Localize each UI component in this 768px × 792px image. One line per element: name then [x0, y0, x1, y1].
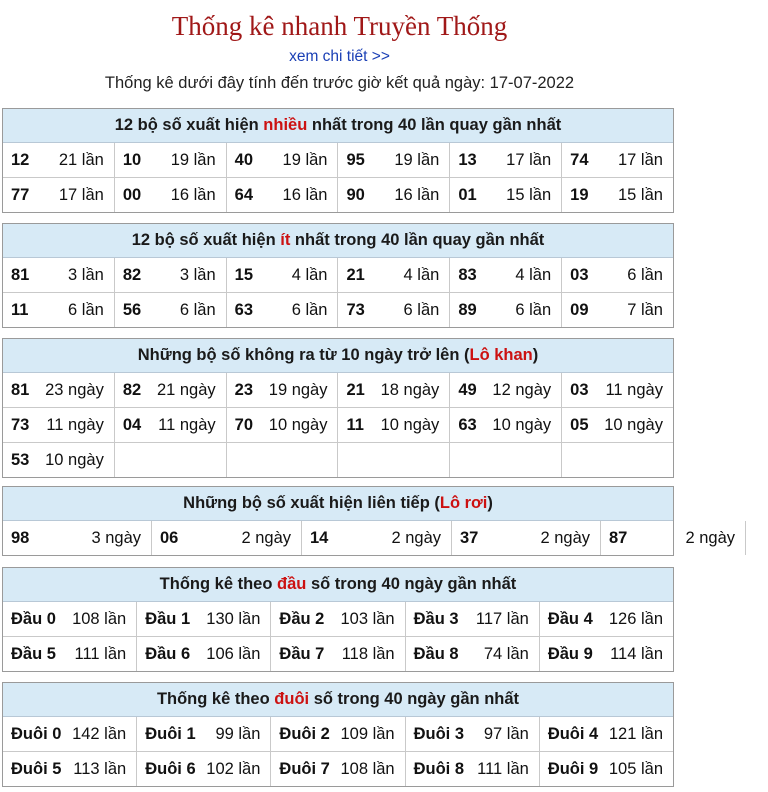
stat-cell	[405, 752, 539, 786]
number-label: Đầu 9	[547, 644, 593, 663]
count-value: 17 lần	[58, 185, 104, 204]
number-label: Đuôi 3	[413, 724, 465, 743]
number-label: 14	[310, 528, 329, 547]
table-row	[3, 636, 673, 671]
count-value: 111 lần	[74, 644, 127, 663]
count-value: 4 lần	[515, 265, 552, 284]
count-value: 12 ngày	[492, 380, 552, 399]
number-label: 10	[122, 150, 142, 169]
heading-text: Những bộ số xuất hiện liên tiếp (	[183, 494, 440, 512]
number-label: 11	[346, 415, 364, 434]
count-value: 18 ngày	[380, 380, 440, 399]
least-frequent-table	[2, 223, 674, 328]
stat-cell	[136, 637, 270, 671]
stat-cell	[449, 373, 561, 407]
stat-cell	[114, 443, 226, 477]
count-value: 10 ngày	[380, 415, 440, 434]
count-value: 16 lần	[394, 185, 440, 204]
table-row	[3, 292, 673, 327]
table-row	[3, 751, 673, 786]
heading-text: 12 bộ số xuất hiện	[131, 231, 281, 249]
stat-cell	[114, 143, 226, 177]
table-heading	[3, 339, 673, 373]
count-value: 11 ngày	[158, 415, 216, 434]
view-details-link[interactable]: xem chi tiết >>	[289, 48, 390, 65]
number-label: 03	[570, 265, 589, 284]
table-body	[3, 521, 735, 555]
heading-highlight: đuôi	[274, 690, 310, 708]
number-label: 63	[458, 415, 477, 434]
count-value: 21 ngày	[156, 380, 216, 399]
number-label: 00	[122, 185, 142, 204]
number-label: Đuôi 9	[547, 759, 599, 778]
number-label: Đầu 0	[11, 609, 56, 628]
stat-cell	[561, 443, 673, 477]
stat-cell	[3, 602, 136, 636]
number-label: 56	[122, 300, 142, 319]
count-value: 114 lần	[610, 644, 664, 663]
page-title: Thống kê nhanh Truyền Thống	[171, 11, 508, 41]
table-heading	[3, 568, 673, 602]
number-label: 09	[570, 300, 589, 319]
stat-cell	[405, 717, 539, 751]
heading-highlight: Lô khan	[469, 346, 533, 364]
stat-cell	[539, 637, 673, 671]
stat-cell	[337, 293, 449, 327]
stat-cell	[3, 293, 114, 327]
number-label: 11	[11, 300, 29, 319]
count-value: 6 lần	[627, 265, 663, 284]
number-label: 82	[122, 265, 142, 284]
count-value: 6 lần	[68, 300, 104, 319]
count-value: 2 ngày	[241, 528, 291, 547]
stat-cell	[226, 293, 338, 327]
tail-digit-table	[2, 682, 674, 787]
stat-cell	[3, 752, 136, 786]
number-label: 04	[122, 415, 142, 434]
count-value: 99 lần	[215, 724, 261, 743]
number-label: 63	[234, 300, 254, 319]
count-value: 103 lần	[340, 609, 395, 628]
number-label: 40	[234, 150, 254, 169]
stat-cell	[337, 408, 449, 442]
count-value: 15 lần	[506, 185, 552, 204]
number-label: Đuôi 4	[547, 724, 599, 743]
number-label: 53	[11, 450, 30, 469]
table-body	[3, 602, 673, 671]
number-label: Đầu 4	[547, 609, 593, 628]
count-value: 111 lần	[477, 759, 529, 778]
table-row	[3, 143, 673, 177]
table-body	[3, 717, 673, 786]
number-label: 49	[458, 380, 477, 399]
count-value: 102 lần	[206, 759, 261, 778]
heading-text: số trong 40 ngày gần nhất	[309, 690, 520, 708]
heading-text: )	[487, 494, 493, 512]
stat-cell	[451, 521, 600, 555]
heading-highlight: đầu	[277, 575, 307, 593]
stat-cell	[449, 408, 561, 442]
stat-cell	[337, 373, 449, 407]
stat-cell	[114, 258, 226, 292]
stat-cell	[301, 521, 451, 555]
stat-cell	[3, 373, 114, 407]
count-value: 126 lần	[608, 609, 664, 628]
stat-cell	[337, 143, 449, 177]
number-label: 89	[458, 300, 477, 319]
count-value: 6 lần	[515, 300, 552, 319]
stat-cell	[745, 521, 768, 555]
number-label: 87	[609, 528, 628, 547]
stat-cell	[3, 258, 114, 292]
number-label: Đuôi 1	[145, 724, 196, 743]
heading-highlight: ít	[280, 231, 291, 249]
count-value: 113 lần	[73, 759, 127, 778]
heading-text: 12 bộ số xuất hiện	[114, 116, 264, 134]
stat-cell	[337, 258, 449, 292]
stat-cell	[449, 143, 561, 177]
number-label: 15	[234, 265, 254, 284]
count-value: 11 ngày	[605, 380, 663, 399]
table-row	[3, 407, 673, 442]
table-body	[3, 143, 673, 212]
stat-cell	[449, 293, 561, 327]
heading-text: nhất trong 40 lần quay gần nhất	[290, 231, 545, 249]
head-digit-table	[2, 567, 674, 672]
number-label: 98	[11, 528, 30, 547]
count-value: 121 lần	[608, 724, 664, 743]
number-label: Đầu 7	[279, 644, 325, 663]
stat-cell	[270, 602, 404, 636]
lo-roi-table	[2, 486, 735, 556]
stat-cell	[3, 521, 151, 555]
stat-cell	[600, 521, 745, 555]
stat-cell	[114, 408, 226, 442]
count-value: 16 lần	[170, 185, 216, 204]
stat-cell	[3, 637, 136, 671]
number-label: 73	[346, 300, 365, 319]
count-value: 21 lần	[58, 150, 104, 169]
count-value: 142 lần	[72, 724, 127, 743]
stat-cell	[3, 717, 136, 751]
table-row	[3, 373, 673, 407]
count-value: 7 lần	[627, 300, 663, 319]
heading-text: Thống kê theo	[159, 575, 278, 593]
number-label: Đầu 6	[145, 644, 191, 663]
count-value: 19 ngày	[268, 380, 328, 399]
count-value: 3 ngày	[91, 528, 141, 547]
stat-cell	[3, 443, 114, 477]
number-label: 82	[122, 380, 142, 399]
stat-cell	[561, 143, 673, 177]
stat-cell	[226, 408, 338, 442]
heading-highlight: nhiều	[263, 116, 308, 134]
count-value: 108 lần	[72, 609, 127, 628]
count-value: 108 lần	[340, 759, 395, 778]
stat-cell	[151, 521, 301, 555]
count-value: 23 ngày	[45, 380, 104, 399]
number-label: Đuôi 7	[279, 759, 330, 778]
number-label: Đuôi 0	[11, 724, 62, 743]
count-value: 2 ngày	[540, 528, 590, 547]
stat-cell	[226, 258, 338, 292]
number-label: Đuôi 8	[413, 759, 465, 778]
number-label: 19	[570, 185, 589, 204]
stat-cell	[405, 602, 539, 636]
count-value: 130 lần	[206, 609, 261, 628]
number-label: 70	[234, 415, 254, 434]
count-value: 117 lần	[475, 609, 529, 628]
number-label: 13	[458, 150, 477, 169]
stat-cell	[561, 293, 673, 327]
stat-cell	[226, 178, 338, 212]
heading-text: Những bộ số không ra từ 10 ngày trở lên (	[137, 346, 470, 364]
table-body	[3, 373, 673, 477]
stat-cell	[539, 752, 673, 786]
count-value: 4 lần	[403, 265, 440, 284]
count-value: 106 lần	[206, 644, 261, 663]
number-label: 06	[160, 528, 179, 547]
stat-cell	[561, 373, 673, 407]
table-row	[3, 521, 735, 555]
stat-cell	[226, 443, 338, 477]
count-value: 10 ngày	[492, 415, 552, 434]
count-value: 109 lần	[340, 724, 395, 743]
number-label: 77	[11, 185, 30, 204]
table-body	[3, 258, 673, 327]
number-label: Đầu 3	[413, 609, 459, 628]
count-value: 4 lần	[291, 265, 328, 284]
stat-cell	[449, 178, 561, 212]
count-value: 19 lần	[170, 150, 216, 169]
count-value: 105 lần	[608, 759, 664, 778]
stat-cell	[561, 258, 673, 292]
number-label: 64	[234, 185, 254, 204]
number-label: Đầu 1	[145, 609, 191, 628]
stat-cell	[449, 443, 561, 477]
stat-cell	[539, 602, 673, 636]
number-label: Đầu 8	[413, 644, 459, 663]
stat-cell	[114, 373, 226, 407]
number-label: 73	[11, 415, 30, 434]
count-value: 3 lần	[179, 265, 216, 284]
stat-cell	[226, 143, 338, 177]
table-row	[3, 442, 673, 477]
number-label: 83	[458, 265, 477, 284]
stat-cell	[337, 443, 449, 477]
stat-cell	[337, 178, 449, 212]
stat-cell	[3, 143, 114, 177]
number-label: 95	[346, 150, 365, 169]
table-heading	[3, 683, 673, 717]
count-value: 19 lần	[282, 150, 328, 169]
stat-cell	[3, 178, 114, 212]
count-value: 118 lần	[341, 644, 395, 663]
stat-cell	[226, 373, 338, 407]
number-label: 12	[11, 150, 30, 169]
number-label: 21	[346, 380, 365, 399]
number-label: 37	[460, 528, 479, 547]
count-value: 11 ngày	[46, 415, 104, 434]
count-value: 17 lần	[618, 150, 663, 169]
number-label: Đuôi 2	[279, 724, 330, 743]
heading-highlight: Lô rơi	[439, 494, 488, 512]
stat-cell	[539, 717, 673, 751]
count-value: 3 lần	[68, 265, 104, 284]
page-subtitle: Thống kê dưới đây tính đến trước giờ kết quả ngày: 17-07-2022	[104, 74, 575, 92]
count-value: 6 lần	[403, 300, 440, 319]
count-value: 10 ngày	[268, 415, 328, 434]
heading-text: )	[532, 346, 539, 364]
count-value: 10 ngày	[45, 450, 104, 469]
count-value: 2 ngày	[391, 528, 441, 547]
stat-cell	[270, 717, 404, 751]
table-heading	[3, 487, 673, 521]
number-label: 23	[234, 380, 254, 399]
stat-cell	[449, 258, 561, 292]
stat-cell	[561, 408, 673, 442]
stat-cell	[114, 178, 226, 212]
count-value: 6 lần	[179, 300, 216, 319]
stat-cell	[136, 717, 270, 751]
lo-khan-table	[2, 338, 674, 478]
number-label: Đuôi 5	[11, 759, 62, 778]
count-value: 15 lần	[618, 185, 663, 204]
count-value: 97 lần	[483, 724, 529, 743]
stat-cell	[136, 752, 270, 786]
count-value: 6 lần	[291, 300, 328, 319]
number-label: 03	[570, 380, 589, 399]
count-value: 19 lần	[394, 150, 440, 169]
stat-cell	[270, 637, 404, 671]
table-heading	[3, 224, 673, 258]
number-label: 74	[570, 150, 589, 169]
count-value: 16 lần	[282, 185, 328, 204]
page-header	[0, 0, 679, 94]
number-label: 81	[11, 265, 30, 284]
number-label: 90	[346, 185, 365, 204]
number-label: Đuôi 6	[145, 759, 196, 778]
stat-cell	[114, 293, 226, 327]
count-value: 74 lần	[483, 644, 529, 663]
heading-text: nhất trong 40 lần quay gần nhất	[307, 116, 562, 134]
count-value: 2 ngày	[685, 528, 735, 547]
stat-cell	[136, 602, 270, 636]
count-value: 10 ngày	[604, 415, 663, 434]
stat-cell	[3, 408, 114, 442]
number-label: Đầu 5	[11, 644, 56, 663]
most-frequent-table	[2, 108, 674, 213]
table-heading	[3, 109, 673, 143]
number-label: 05	[570, 415, 589, 434]
count-value: 17 lần	[506, 150, 552, 169]
number-label: 81	[11, 380, 30, 399]
stat-cell	[405, 637, 539, 671]
number-label: Đầu 2	[279, 609, 325, 628]
stat-cell	[561, 178, 673, 212]
stat-cell	[270, 752, 404, 786]
number-label: 21	[346, 265, 365, 284]
heading-text: Thống kê theo	[156, 690, 275, 708]
table-row	[3, 717, 673, 751]
table-row	[3, 602, 673, 636]
number-label: 01	[458, 185, 477, 204]
table-row	[3, 177, 673, 212]
table-row	[3, 258, 673, 292]
heading-text: số trong 40 ngày gần nhất	[306, 575, 517, 593]
